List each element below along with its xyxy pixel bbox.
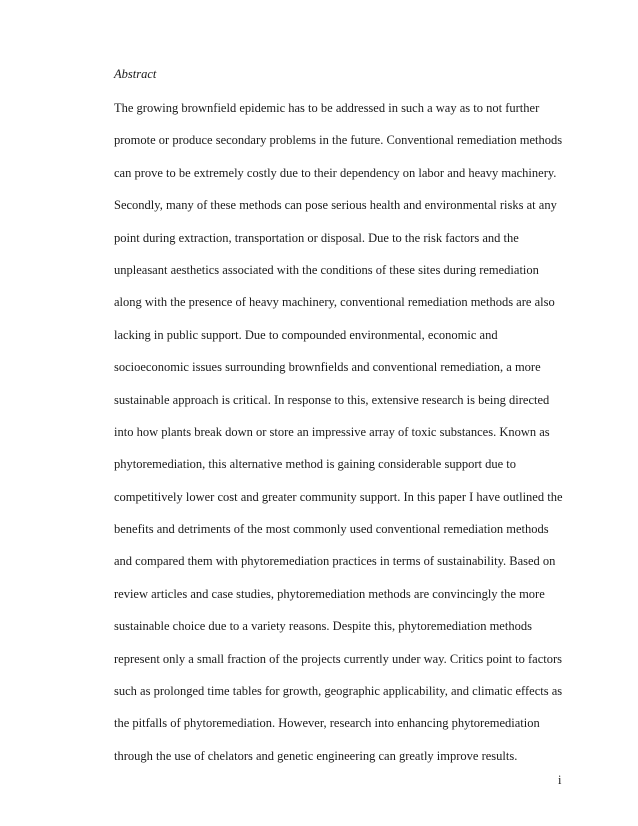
paragraph-line: sustainable choice due to a variety reasons. Despite this, phytoremediation methods (114, 619, 532, 634)
paragraph-line: competitively lower cost and greater community support. In this paper I have outlined the (114, 489, 563, 504)
paragraph-line: and compared them with phytoremediation practices in terms of sustainability. Based on (114, 554, 556, 569)
paragraph-line: into how plants break down or store an impressive array of toxic substances. Known as (114, 424, 550, 439)
paragraph-line: can prove to be extremely costly due to their dependency on labor and heavy machinery. (114, 165, 557, 180)
abstract-paragraph (114, 92, 574, 772)
paragraph-line: benefits and detriments of the most commonly used conventional remediation methods (114, 522, 549, 537)
paragraph-line: phytoremediation, this alternative method is gaining considerable support due to (114, 457, 516, 472)
paragraph-line: review articles and case studies, phytoremediation methods are convincingly the more (114, 586, 545, 601)
paragraph-line: unpleasant aesthetics associated with the conditions of these sites during remediation (114, 262, 539, 277)
paragraph-line: the pitfalls of phytoremediation. However, research into enhancing phytoremediation (114, 716, 540, 731)
paragraph-line: The growing brownfield epidemic has to be addressed in such a way as to not further (114, 101, 540, 115)
paragraph-line: Secondly, many of these methods can pose serious health and environmental risks at any (114, 198, 557, 213)
paragraph-line: point during extraction, transportation or disposal. Due to the risk factors and the (114, 230, 519, 245)
paragraph-line: lacking in public support. Due to compounded environmental, economic and (114, 327, 498, 342)
paragraph-line: promote or produce secondary problems in the future. Conventional remediation methods (114, 133, 563, 148)
paragraph-line: through the use of chelators and genetic engineering can greatly improve results. (114, 748, 518, 763)
page-number: i (558, 773, 562, 787)
paragraph-line: socioeconomic issues surrounding brownfields and conventional remediation, a more (114, 360, 541, 375)
abstract-heading: Abstract (114, 67, 157, 81)
paragraph-line: along with the presence of heavy machinery, conventional remediation methods are also (114, 295, 555, 310)
paragraph-line: sustainable approach is critical. In response to this, extensive research is being directed (114, 392, 550, 407)
paragraph-line: represent only a small fraction of the projects currently under way. Critics point to factors (114, 651, 563, 666)
paragraph-line: such as prolonged time tables for growth, geographic applicability, and climatic effects as (114, 684, 563, 699)
